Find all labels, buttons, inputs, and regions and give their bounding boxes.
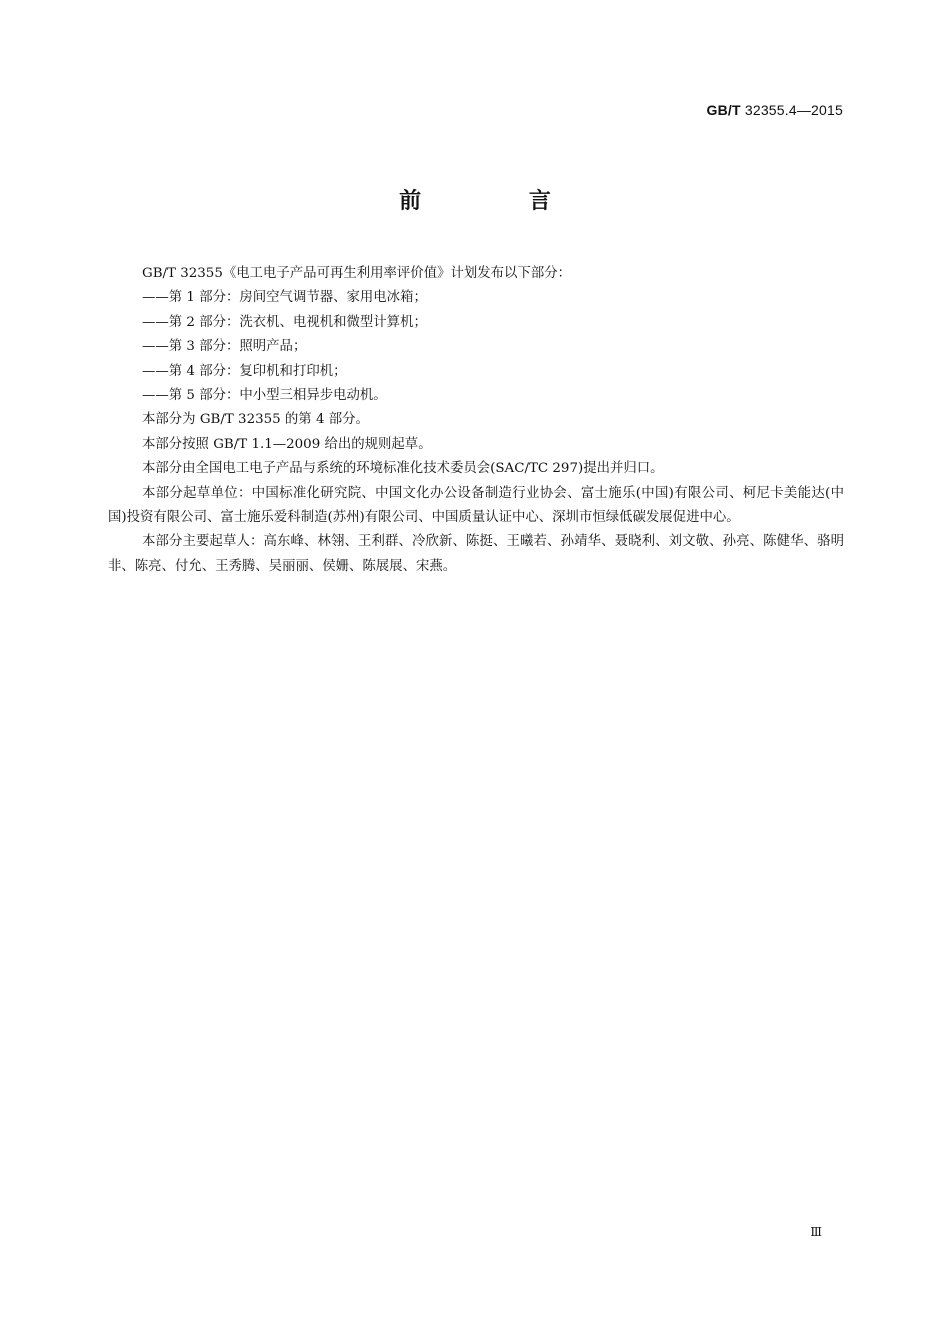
paragraph: 本部分按照 GB/T 1.1—2009 给出的规则起草。 [142,436,432,452]
page-number: Ⅲ [810,1225,822,1239]
paragraph: 本部分为 GB/T 32355 的第 4 部分。 [142,412,369,428]
paragraph: 本部分由全国电工电子产品与系统的环境标准化技术委员会(SAC/TC 297)提出并归口。 [142,461,664,477]
list-item: ——第 5 部分：中小型三相异步电动机。 [142,388,387,404]
standard-prefix: GB/T [706,102,741,118]
list-item: ——第 1 部分：房间空气调节器、家用电冰箱； [142,290,427,306]
paragraph: 本部分主要起草人：高东峰、林翎、王利群、冷欣新、陈挺、王曦若、孙靖华、聂晓利、刘文敬、孙亮、陈健华、骆明非、陈亮、付允、王秀腾、吴丽丽、侯姗、陈展展、宋燕。 [108,534,844,574]
paragraph: GB/T 32355《电工电子产品可再生利用率评价值》计划发布以下部分： [142,266,571,281]
list-item: ——第 4 部分：复印机和打印机； [142,363,347,379]
standard-code [707,102,844,118]
standard-number: 32355.4—2015 [744,102,843,118]
list-item: ——第 2 部分：洗衣机、电视机和微型计算机； [142,314,427,330]
page-title: 前 言 [399,189,601,214]
list-item: ——第 3 部分：照明产品； [142,339,307,355]
paragraph: 本部分起草单位：中国标准化研究院、中国文化办公设备制造行业协会、富士施乐(中国)有限公司、柯尼卡美能达(中国)投资有限公司、富士施乐爱科制造(苏州)有限公司、中国质量认证中心、深圳市恒绿低碳发展促进中心。 [108,485,844,526]
foreword-body [108,262,844,579]
